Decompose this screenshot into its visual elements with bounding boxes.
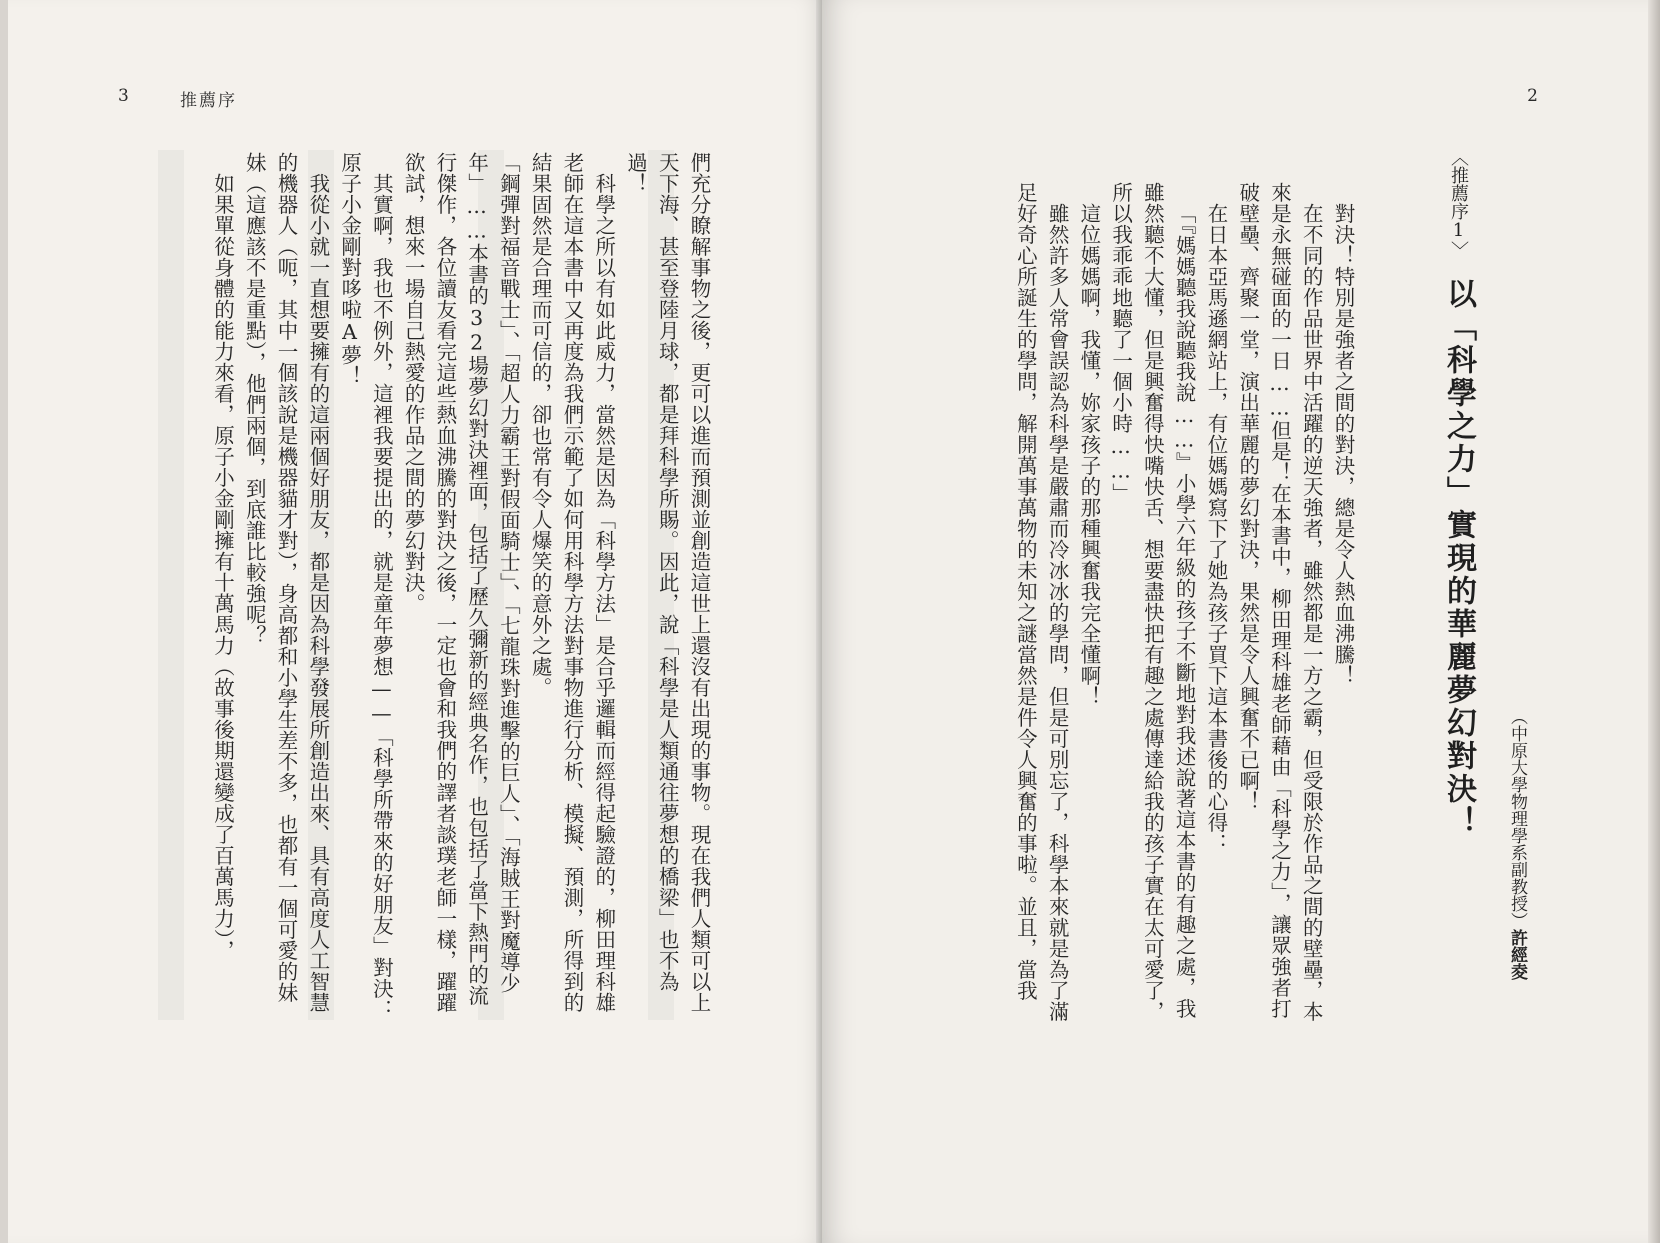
right-page xyxy=(822,0,1648,1243)
byline xyxy=(1505,708,1530,980)
left-paragraph-5: 我從小就一直想要擁有的這兩個好朋友，都是因為科學發展所創造出來、具有高度人工智慧的機器人（呃，其中一個該說是機器貓才對），身高都和小學生差不多，也都有一個可愛的妹妹（這應該不是重點），他們兩個，到底誰比較強呢？ xyxy=(242,152,330,1013)
right-paragraph-4: 「『媽媽聽我說聽我說……』小學六年級的孩子不斷地對我述說著這本書的有趣之處，我雖然聽不大懂，但是興奮得快嘴快舌、想要盡快把有趣之處傳達給我的孩子實在太可愛了，所以我乖乖地聽了一個小時……」 xyxy=(1108,182,1197,1022)
left-running-head: 推薦序 xyxy=(180,91,237,111)
essay-title: 以「科學之力」實現的華麗夢幻對決！ xyxy=(1441,278,1476,839)
left-page-body xyxy=(154,152,714,1022)
left-paragraph-1: 們充分瞭解事物之後，更可以進而預測並創造這世上還沒有出現的事物。現在我們人類可以上天下海、甚至登陸月球，都是拜科學所賜。因此，說「科學是人類通往夢想的橋梁」也不為過！ xyxy=(623,152,711,1013)
right-paragraph-5: 這位媽媽啊，我懂，妳家孩子的那種興奮我完全懂啊！ xyxy=(1076,202,1101,707)
right-paragraph-3: 在日本亞馬遜網站上，有位媽媽寫下了她為孩子買下這本書後的心得： xyxy=(1203,202,1228,854)
byline-author: 許經夌 xyxy=(1507,929,1527,980)
left-page-number: 3 xyxy=(118,86,129,106)
left-paragraph-6: 如果單從身體的能力來看，原子小金剛擁有十萬馬力（故事後期還變成了百萬馬力）， xyxy=(210,172,235,961)
left-paragraph-4: 其實啊，我也不例外，這裡我要提出的，就是童年夢想——「科學所帶來的好朋友」對決：原子小金剛對哆啦A夢！ xyxy=(337,152,394,1020)
right-page-number: 2 xyxy=(1527,86,1538,106)
page-edge xyxy=(1648,0,1660,1243)
right-paragraph-2: 在不同的作品世界中活躍的逆天強者，雖然都是一方之霸，但受限於作品之間的壁壘，本來是永無碰面的一日……但是！在本書中，柳田理科雄老師藉由「科學之力」，讓眾強者打破壁壘、齊聚一堂，演出華麗的夢幻對決，果然是令人興奮不已啊！ xyxy=(1235,182,1324,1022)
left-paragraph-3: 「鋼彈對福音戰士」、「超人力霸王對假面騎士」、「七龍珠對進擊的巨人」、「海賊王對魔導少年」……本書的32場夢幻對決裡面，包括了歷久彌新的經典名作，也包括了當下熱門的流行傑作，各位讀友看完這些熱血沸騰的對決之後，一定也會和我們的譯者談璞老師一樣，躍躍欲試，想來一場自己熱愛的作品之間的夢幻對決。 xyxy=(401,152,521,1013)
left-paragraph-2: 科學之所以有如此威力，當然是因為「科學方法」是合乎邏輯而經得起驗證的，柳田理科雄老師在這本書中又再度為我們示範了如何用科學方法對事物進行分析、模擬、預測，所得到的結果固然是合理而可信的，卻也常有令人爆笑的意外之處。 xyxy=(528,152,616,1013)
right-page-body xyxy=(928,182,1358,1032)
right-paragraph-6: 雖然許多人常會誤認為科學是嚴肅而冷冰冰的學問，但是可別忘了，科學本來就是為了滿足好奇心所誕生的學問，解開萬事萬物的未知之謎當然是件令人興奮的事啦。並且，當我 xyxy=(1013,182,1070,1022)
essay-title-block xyxy=(1436,148,1480,1028)
byline-affiliation: （中原大學物理學系副教授） xyxy=(1507,708,1527,929)
section-label: 〈推薦序1〉 xyxy=(1448,148,1469,259)
left-page xyxy=(8,0,822,1243)
right-paragraph-1: 對決！特別是強者之間的對決，總是令人熱血沸騰！ xyxy=(1331,202,1355,686)
